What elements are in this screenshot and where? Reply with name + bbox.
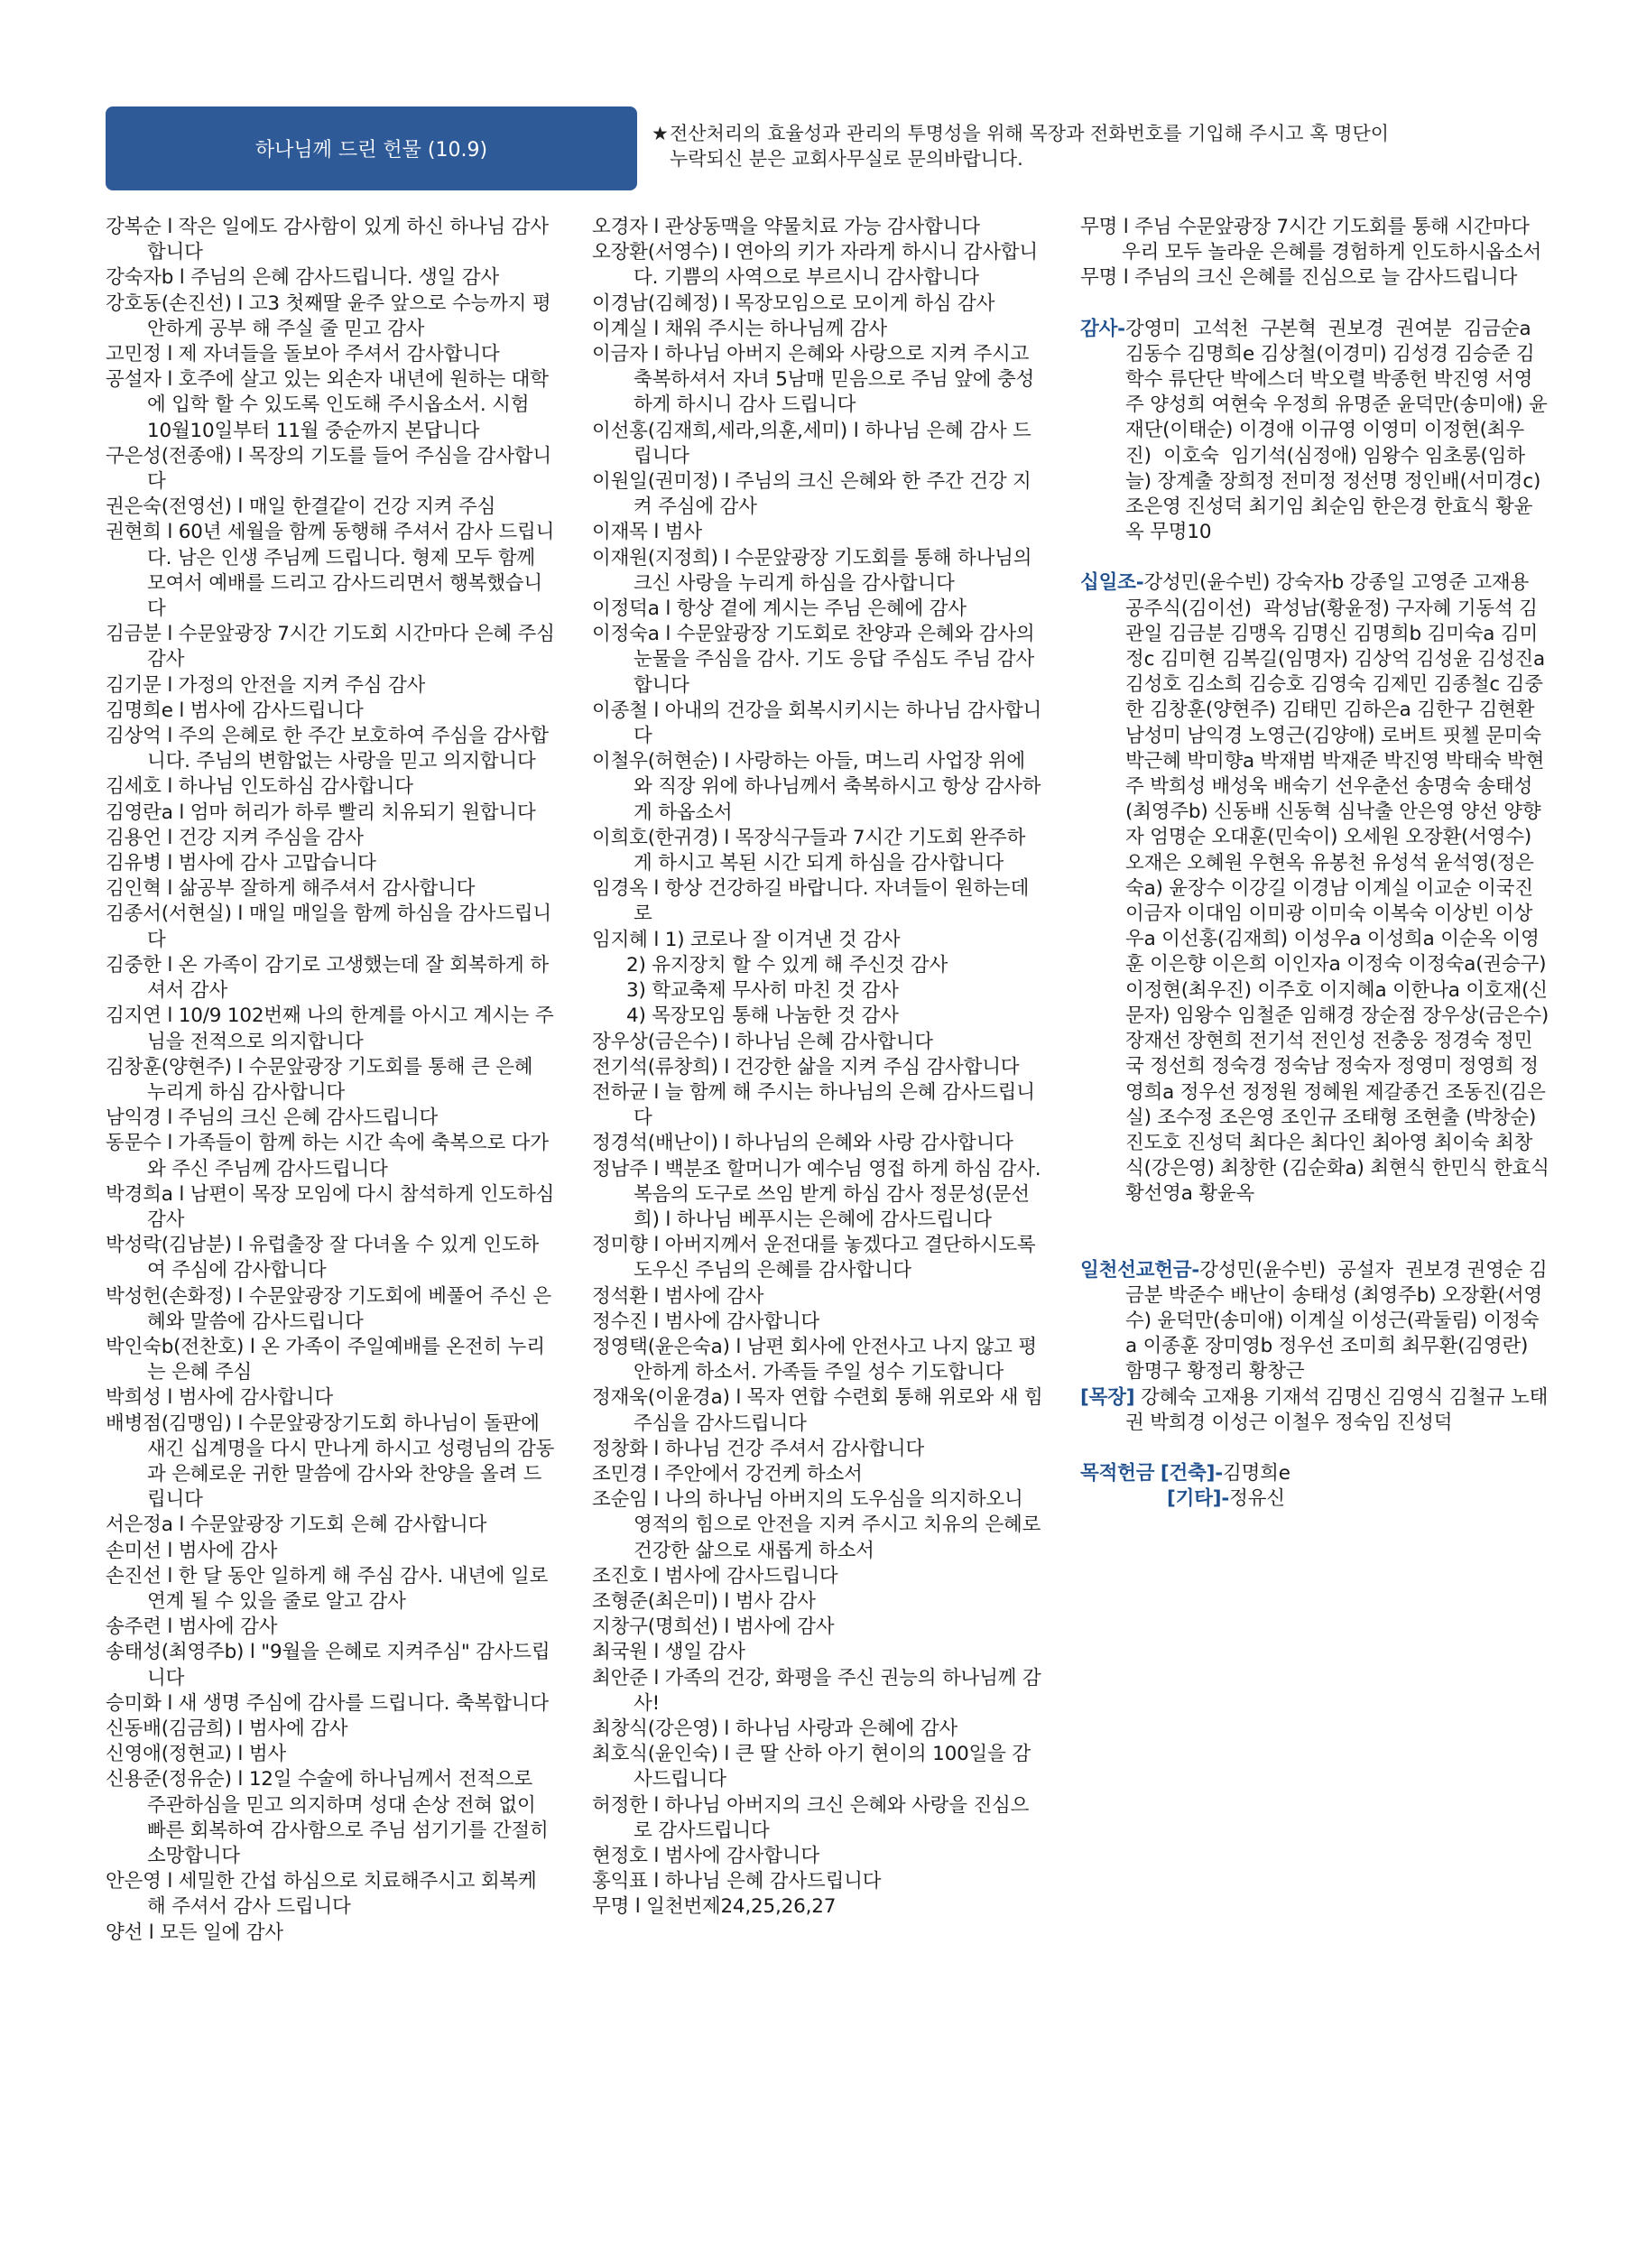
offering-entry: 정재욱(이윤경a) l 목자 연합 수련회 통해 위로와 새 힘 주심을 감사드립니다	[592, 1386, 1043, 1435]
offering-entry: 이정숙a l 수문앞광장 기도회로 찬양과 은혜와 감사의 눈물을 주심을 감사. 기도 응답 주심도 주님 감사합니다	[592, 623, 1035, 697]
mokjang-section	[1080, 1385, 1549, 1436]
offering-entry: 최창식(강은영) l 하나님 사랑과 은혜에 감사	[592, 1717, 957, 1740]
missions-label: 일천선교헌금-	[1080, 1258, 1200, 1282]
offering-entry: 이희호(한귀경) l 목장식구들과 7시간 기도회 완주하게 하시고 복된 시간 되게 하심을 감사합니다	[592, 826, 1026, 875]
page-title: 하나님께 드린 헌물 (10.9)	[254, 139, 488, 162]
notice-line-1: 전산처리의 효율성과 관리의 투명성을 위해 목장과 전화번호를 기입해 주시고 혹 명단이	[670, 123, 1390, 144]
offering-entry: 전하균 l 늘 함께 해 주시는 하나님의 은혜 감사드립니다	[592, 1080, 1035, 1130]
thanks-names: 강영미 고석천 구본혁 권보경 권여분 김금순a 김동수 김명희e 김상철(이경미) 김성경 김승준 김학수 류단단 박에스더 박오렬 박종헌 박진영 서영주 양성희 여현숙 우정희 유명준 윤덕만(송미애) 윤재단(이태순) 이경애 이규영 이영미 이정현(최우진) 이호숙 임기석(심정애) 임왕수 임초롱(임하늘) 장계출 장희정 전미정 정선명 정인배(서미경c) 조은영 진성덕 최기임 최순임 한은경 한효식 황윤옥 무명10	[1124, 317, 1548, 544]
offering-entry: 손진선 l 한 달 동안 일하게 해 주심 감사. 내년에 일로 연계 될 수 있을 줄로 알고 감사	[106, 1564, 549, 1613]
other-names: 정유신	[1229, 1487, 1285, 1511]
other-label: [기타]-	[1167, 1487, 1230, 1511]
offering-entry: 김금분 l 수문앞광장 7시간 기도회 시간마다 은혜 주심 감사	[106, 623, 555, 671]
tithe-section	[1080, 570, 1556, 1207]
offering-entry: 송주련 l 범사에 감사	[106, 1615, 278, 1639]
purpose-label: 목적헌금	[1080, 1461, 1155, 1485]
offering-entry: 이원일(권미정) l 주님의 크신 은혜와 한 주간 건강 지켜 주심에 감사	[592, 470, 1031, 519]
offering-entry: 안은영 l 세밀한 간섭 하심으로 치료해주시고 회복케 해 주셔서 감사 드립니다	[106, 1870, 537, 1919]
offering-column-2	[592, 215, 1043, 1921]
offering-entry: 이계실 l 채워 주시는 하나님께 감사	[592, 317, 887, 340]
offering-entry: 조순임 l 나의 하나님 아버지의 도우심을 의지하오니 영적의 힘으로 안전을 지켜 주시고 치유의 은혜로 건강한 삶으로 새롭게 하소서	[592, 1488, 1041, 1562]
offering-entry: 강복순 l 작은 일에도 감사함이 있게 하신 하나님 감사합니다	[106, 216, 549, 264]
offering-entry: 조형준(최은미) l 범사 감사	[592, 1589, 816, 1613]
offering-entry: 조진호 l 범사에 감사드립니다	[592, 1564, 838, 1588]
tithe-names: 강성민(윤수빈) 강숙자b 강종일 고영준 고재용 공주식(김이선) 곽성남(황윤정) 구자혜 기동석 김관일 김금분 김맹옥 김명신 김명희b 김미숙a 김미정c 김미현 김복길(임명자) 김상억 김성윤 김성진a 김성호 김소희 김승호 김영숙 김제민 김종철c 김중한 김창훈(양현주) 김태민 김하은a 김한구 김현환 남성미 남익경 노영근(김양애) 로버트 핏첼 문미숙 박근혜 박미향a 박재범 박재준 박진영 박태숙 박현주 박희성 배성욱 배숙기 선우춘선 송명숙 송태성(최영주b) 신동배 신동혁 심낙출 안은영 양선 양향자 엄명순 오대훈(민숙이) 오세원 오장환(서영수) 오재은 오혜원 우현옥 유봉천 유성석 윤석영(정은숙a) 윤장수 이강길 이경남 이계실 이교순 이국진 이금자 이대임 이미광 이미숙 이복숙 이상빈 이상우a 이선홍(김재희) 이성우a 이성희a 이순옥 이영훈 이은향 이은희 이인자a 이정숙 이정숙a(권승구) 이정현(최우진) 이주호 이지혜a 이한나a 이호재(신문자) 임왕수 임철준 임해경 장순점 장우상(금은수) 장재선 장현희 전기석 전인성 전충웅 정경숙 정민국 정선희 정숙경 정숙남 정숙자 정영미 정영희 정영희a 정우선 정정원 정혜원 제갈종건 조동진(김은실) 조수정 조은영 조인규 조태형 조현출 (박창순) 진도호 진성덕 최다은 최다인 최아영 최이숙 최창식(강은영) 최창한 (김순화a) 최현식 한민식 한효식 황선영a 황윤옥	[1125, 571, 1556, 1206]
offering-entry: 김중한 l 온 가족이 감기로 고생했는데 잘 회복하게 하셔서 감사	[106, 953, 549, 1003]
offering-entry: 지창구(명희선) l 범사에 감사	[592, 1615, 835, 1639]
offering-entry: 권은숙(전영선) l 매일 한결같이 건강 지켜 주심	[106, 495, 496, 519]
offering-entry: 김상억 l 주의 은혜로 한 주간 보호하여 주심을 감사합니다. 주님의 변함없는 사랑을 믿고 의지합니다	[106, 725, 549, 773]
offering-entry: 박희성 l 범사에 감사합니다	[106, 1386, 333, 1410]
notice-line-2: 누락되신 분은 교회사무실로 문의바랍니다.	[670, 148, 1023, 170]
offering-entry: 이금자 l 하나님 아버지 은혜와 사랑으로 지켜 주시고 축복하셔서 자녀 5남매 믿음으로 주님 앞에 충성하게 하시니 감사 드립니다	[592, 343, 1035, 417]
missions-section	[1080, 1258, 1549, 1385]
offering-entry: 남익경 l 주님의 크신 은혜 감사드립니다	[106, 1106, 439, 1130]
building-names: 김명희e	[1223, 1461, 1290, 1485]
offering-entry: 김기문 l 가정의 안전을 지켜 주심 감사	[106, 673, 426, 697]
offering-entry: 서은정a l 수문앞광장 기도회 은혜 감사합니다	[106, 1514, 487, 1537]
offering-entry: 이재목 l 범사	[592, 521, 702, 544]
offering-entry: 김지연 l 10/9 102번째 나의 한계를 아시고 계시는 주님을 전적으로 의지합니다	[106, 1004, 554, 1053]
offering-entry: 임경옥 l 항상 건강하길 바랍니다. 자녀들이 원하는데로	[592, 877, 1030, 926]
purpose-section	[1080, 1461, 1549, 1486]
offering-entry: 김창훈(양현주) l 수문앞광장 기도회를 통해 큰 은혜 누리게 하심 감사합니다	[106, 1055, 533, 1104]
offering-entry: 이경남(김혜정) l 목장모임으로 모이게 하심 감사	[592, 292, 995, 315]
offering-entry: 허정한 l 하나님 아버지의 크신 은혜와 사랑을 진심으로 감사드립니다	[592, 1793, 1030, 1842]
offering-entry: 승미화 l 새 생명 주심에 감사를 드립니다. 축복합니다	[106, 1691, 549, 1715]
offering-entry: 김영란a l 엄마 허리가 하루 빨리 치유되기 원합니다	[106, 801, 536, 824]
offering-entry: 최국원 l 생일 감사	[592, 1641, 745, 1664]
offering-entry: 무명 l 주님 수문앞광장 7시간 기도회를 통해 시간마다 우리 모두 놀라운 은혜를 경험하게 인도하시옵소서	[1080, 216, 1542, 264]
offering-entry: 정경석(배난이) l 하나님의 은혜와 사랑 감사합니다	[592, 1132, 1013, 1155]
offering-column-1	[106, 215, 557, 1946]
offering-entry: 정남주 l 백분조 할머니가 예수님 영접 하게 하심 감사. 복음의 도구로 쓰임 받게 하심 감사 정문성(문선희) l 하나님 베푸시는 은혜에 감사드립니다	[592, 1157, 1041, 1231]
offering-entry: 이종철 l 아내의 건강을 회복시키시는 하나님 감사합니다	[592, 699, 1042, 748]
offering-entry: 정영택(윤은숙a) l 남편 회사에 안전사고 나지 않고 평안하게 하소서. 가족들 주일 성수 기도합니다	[592, 1335, 1037, 1384]
offering-entry: 장우상(금은수) l 하나님 은혜 감사합니다	[592, 1030, 933, 1053]
offering-entry: 김명희e l 범사에 감사드립니다	[106, 699, 364, 722]
offering-entry: 이선홍(김재희,세라,의훈,세미) l 하나님 은혜 감사 드립니다	[592, 419, 1031, 467]
offering-entry: 동문수 l 가족들이 함께 하는 시간 속에 축복으로 다가와 주신 주님께 감사드립니다	[106, 1132, 549, 1180]
offering-entry: 이철우(허현순) l 사랑하는 아들, 며느리 사업장 위에와 직장 위에 하나님께서 축복하시고 항상 감사하게 하옵소서	[592, 750, 1041, 824]
offering-entry: 손미선 l 범사에 감사	[106, 1539, 278, 1562]
offering-entry: 최안준 l 가족의 건강, 화평을 주신 권능의 하나님께 감사!	[592, 1666, 1041, 1715]
star-icon: ★	[652, 123, 669, 144]
offering-entry: 신용준(정유순) l 12일 수술에 하나님께서 전적으로 주관하심을 믿고 의지하며 성대 손상 전혀 없이 빠른 회복하여 감사함으로 주님 섬기기를 간절히 소망합니다	[106, 1768, 549, 1867]
offering-entry: 배병점(김맹임) l 수문앞광장기도회 하나님이 돌판에 새긴 십계명을 다시 만나게 하시고 성령님의 감동과 은혜로운 귀한 말씀에 감사와 찬양을 올려 드립니다	[106, 1412, 555, 1512]
missions-names: 강성민(윤수빈) 공설자 권보경 권영순 김금분 박준수 배난이 송태성 (최영주b) 오장환(서영수) 윤덕만(송미애) 이계실 이성근(곽둘림) 이정숙a 이종훈 장미영b 정우선 조미희 최무환(김영란) 함명구 황정리 황창근	[1125, 1258, 1548, 1384]
offering-entry: 고민정 l 제 자녀들을 돌보아 주셔서 감사합니다	[106, 343, 500, 366]
offering-entry: 정수진 l 범사에 감사합니다	[592, 1310, 819, 1333]
offering-entry: 박성락(김남분) l 유럽출장 잘 다녀올 수 있게 인도하여 주심에 감사합니다	[106, 1234, 539, 1282]
offering-entry: 김용언 l 건강 지켜 주심을 감사	[106, 826, 364, 849]
offering-entry: 김유병 l 범사에 감사 고맙습니다	[106, 852, 376, 875]
offering-entry: 2) 유지장치 할 수 있게 해 주신것 감사	[626, 953, 948, 977]
offering-entry: 김종서(서현실) l 매일 매일을 함께 하심을 감사드립니다	[106, 903, 551, 951]
notice	[652, 121, 1563, 171]
offering-entry: 무명 l 주님의 크신 은혜를 진심으로 늘 감사드립니다	[1080, 266, 1518, 290]
mokjang-label: [목장]	[1080, 1385, 1135, 1409]
offering-entry: 전기석(류창희) l 건강한 삶을 지켜 주심 감사합니다	[592, 1055, 1020, 1078]
offering-entry: 정창화 l 하나님 건강 주셔서 감사합니다	[592, 1437, 925, 1460]
offering-entry: 공설자 l 호주에 살고 있는 외손자 내년에 원하는 대학에 입학 할 수 있도록 인도해 주시옵소서. 시험 10월10일부터 11월 중순까지 본답니다	[106, 368, 549, 442]
mokjang-names: 강혜숙 고재용 기재석 김명신 김영식 김철규 노태권 박희경 이성근 이철우 정숙임 진성덕	[1125, 1385, 1549, 1434]
offering-entry: 오경자 l 관상동맥을 약물치료 가능 감사합니다	[592, 216, 980, 238]
offering-entry: 정미향 l 아버지께서 운전대를 놓겠다고 결단하시도록 도우신 주님의 은혜를 감사합니다	[592, 1234, 1036, 1282]
offering-entry: 신동배(김금희) l 범사에 감사	[106, 1717, 348, 1740]
offering-entry: 4) 목장모임 통해 나눔한 것 감사	[626, 1004, 899, 1028]
offering-entry: 최호식(윤인숙) l 큰 딸 산하 아기 현이의 100일을 감사드립니다	[592, 1743, 1031, 1791]
column-3-messages	[1080, 215, 1549, 292]
offering-entry: 무명 l 일천번제24,25,26,27	[592, 1895, 837, 1919]
offering-entry: 박성헌(손화정) l 수문앞광장 기도회에 베풀어 주신 은혜와 말씀에 감사드립니다	[106, 1284, 551, 1333]
offering-entry: 현정호 l 범사에 감사합니다	[592, 1845, 819, 1867]
offering-entry: 김세호 l 하나님 인도하심 감사합니다	[106, 775, 413, 799]
offering-entry: 임지혜 l 1) 코로나 잘 이겨낸 것 감사	[592, 928, 901, 951]
offering-entry: 강숙자b l 주님의 은혜 감사드립니다. 생일 감사	[106, 266, 499, 290]
building-label: [건축]-	[1160, 1461, 1224, 1485]
offering-entry: 송태성(최영주b) l "9월을 은혜로 지켜주심" 감사드립니다	[106, 1641, 550, 1689]
offering-entry: 강호동(손진선) l 고3 첫째딸 윤주 앞으로 수능까지 평안하게 공부 해 주실 줄 믿고 감사	[106, 292, 551, 340]
offering-entry: 신영애(정현교) l 범사	[106, 1743, 286, 1766]
offering-entry: 3) 학교축제 무사히 마친 것 감사	[626, 979, 899, 1003]
offering-entry: 홍익표 l 하나님 은혜 감사드립니다	[592, 1870, 882, 1893]
offering-entry: 권현희 l 60년 세월을 함께 동행해 주셔서 감사 드립니다. 남은 인생 주님께 드립니다. 형제 모두 함께 모여서 예배를 드리고 감사드리면서 행복했습니다	[106, 521, 555, 621]
offering-entry: 이재원(지정희) l 수문앞광장 기도회를 통해 하나님의 크신 사랑을 누리게 하심을 감사합니다	[592, 546, 1032, 595]
offering-entry: 정석환 l 범사에 감사	[592, 1284, 764, 1308]
offering-entry: 박인숙b(전찬호) l 온 가족이 주일예배를 온전히 누리는 은혜 주심	[106, 1335, 545, 1384]
offering-entry: 양선 l 모든 일에 감사	[106, 1921, 283, 1944]
offering-entry: 김인혁 l 삶공부 잘하게 해주셔서 감사합니다	[106, 877, 476, 901]
offering-entry: 박경희a l 남편이 목장 모임에 다시 참석하게 인도하심 감사	[106, 1182, 555, 1231]
offering-entry: 구은성(전종애) l 목장의 기도를 들어 주심을 감사합니다	[106, 444, 551, 494]
offering-entry: 조민경 l 주안에서 강건케 하소서	[592, 1462, 863, 1486]
tithe-label: 십일조-	[1080, 571, 1144, 595]
thanks-section	[1080, 317, 1549, 546]
offering-entry: 이정덕a l 항상 곁에 계시는 주님 은혜에 감사	[592, 597, 967, 621]
offering-entry: 오장환(서영수) l 연아의 키가 자라게 하시니 감사합니다. 기쁨의 사역으로 부르시니 감사합니다	[592, 241, 1038, 290]
offering-column-3	[1080, 215, 1556, 1512]
purpose-other-row	[1080, 1486, 1549, 1512]
page-title-banner	[106, 106, 637, 190]
thanks-label: 감사-	[1080, 317, 1125, 340]
